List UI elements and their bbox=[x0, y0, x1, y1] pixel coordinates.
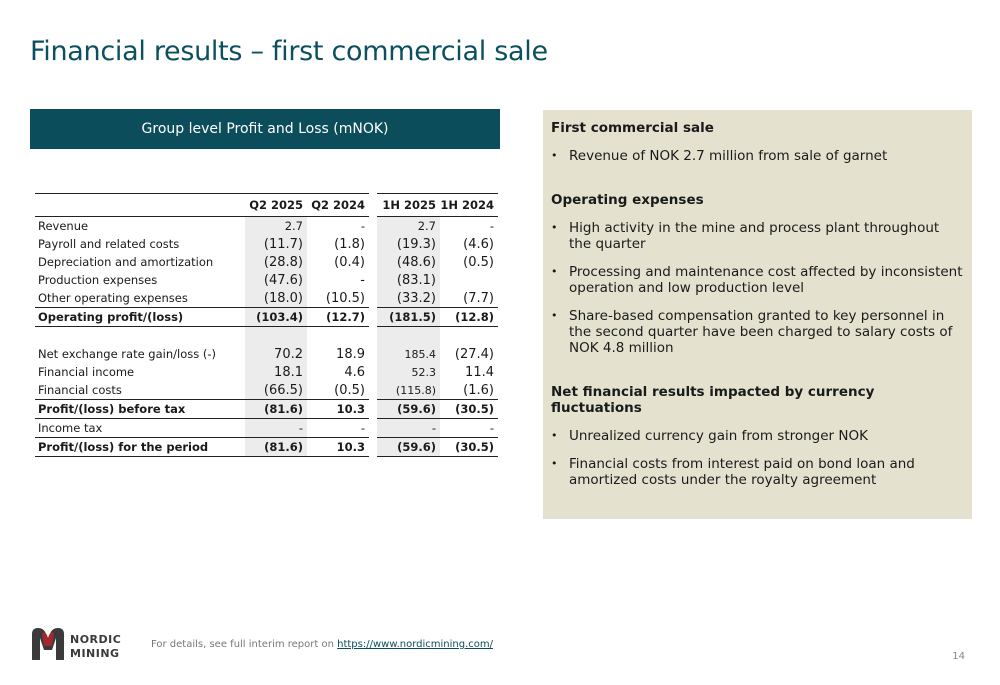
row-label: Financial costs bbox=[35, 381, 245, 400]
cell-1h-2025: 52.3 bbox=[377, 363, 440, 381]
cell-q2-2025: (81.6) bbox=[245, 400, 307, 419]
cell-1h-2024: - bbox=[489, 219, 494, 233]
row-label: Income tax bbox=[35, 419, 245, 438]
cell-1h-2024: (27.4) bbox=[454, 346, 494, 362]
table-row-income-tax bbox=[35, 419, 498, 438]
cell-q2-2024: - bbox=[360, 272, 365, 288]
cell-1h-2025: 2.7 bbox=[377, 217, 440, 236]
row-label: Revenue bbox=[38, 219, 89, 233]
cell-q2-2024: (10.5) bbox=[307, 289, 369, 308]
column-header-1h-2025: 1H 2025 bbox=[377, 194, 440, 217]
cell-q2-2025: 18.1 bbox=[245, 363, 307, 381]
cell-1h-2024: 11.4 bbox=[465, 364, 494, 380]
bullet-icon: • bbox=[551, 265, 558, 278]
table-row-depreciation bbox=[35, 253, 498, 271]
column-header-label bbox=[35, 194, 245, 217]
bullet-icon: • bbox=[551, 309, 558, 322]
svg-text:MINING: MINING bbox=[70, 647, 120, 660]
cell-q2-2025: (81.6) bbox=[245, 438, 307, 457]
cell-q2-2025: (18.0) bbox=[245, 289, 307, 308]
cell-1h-2024: (30.5) bbox=[440, 400, 498, 419]
page-title: Financial results – first commercial sale bbox=[30, 36, 548, 67]
page-number: 14 bbox=[952, 651, 965, 662]
cell-1h-2025: (59.6) bbox=[377, 400, 440, 419]
row-label: Profit/(loss) before tax bbox=[35, 400, 245, 419]
column-header-q2-2025: Q2 2025 bbox=[245, 194, 307, 217]
cell-q2-2024: - bbox=[360, 219, 365, 233]
cell-1h-2024: (1.6) bbox=[440, 381, 498, 400]
cell-q2-2025: (103.4) bbox=[245, 308, 307, 327]
cell-1h-2025: (33.2) bbox=[377, 289, 440, 308]
cell-1h-2025: (181.5) bbox=[377, 308, 440, 327]
commentary-panel bbox=[543, 110, 972, 519]
cell-q2-2024: (0.5) bbox=[307, 381, 369, 400]
section-net-financial-results bbox=[551, 384, 964, 488]
profit-loss-table bbox=[35, 193, 498, 457]
row-label: Depreciation and amortization bbox=[38, 255, 214, 269]
bullet-item: • Financial costs from interest paid on bond loan and amortized costs under the royalty agreement bbox=[551, 456, 915, 488]
row-label: Net exchange rate gain/loss (-) bbox=[38, 347, 217, 361]
cell-q2-2024: (12.7) bbox=[307, 308, 369, 327]
row-label: Financial income bbox=[38, 365, 135, 379]
row-label: Production expenses bbox=[38, 273, 158, 287]
row-label: Payroll and related costs bbox=[38, 237, 180, 251]
column-header-1h-2024: 1H 2024 bbox=[440, 194, 498, 217]
table-row-profit-before-tax bbox=[35, 400, 498, 419]
table-header-banner: Group level Profit and Loss (mNOK) bbox=[30, 109, 500, 149]
cell-1h-2025: (19.3) bbox=[377, 235, 440, 253]
row-label: Operating profit/(loss) bbox=[35, 308, 245, 327]
table-row-financial-income bbox=[35, 363, 498, 381]
cell-1h-2024 bbox=[440, 271, 498, 289]
row-label: Other operating expenses bbox=[35, 289, 245, 308]
section-heading: Operating expenses bbox=[551, 192, 704, 208]
section-first-commercial-sale bbox=[551, 120, 964, 164]
section-heading: First commercial sale bbox=[551, 120, 714, 136]
table-row-other-operating-expenses bbox=[35, 289, 498, 308]
bullet-list bbox=[551, 428, 964, 488]
table-header-row bbox=[35, 194, 498, 217]
cell-q2-2024: - bbox=[307, 419, 369, 438]
cell-1h-2025: (59.6) bbox=[377, 438, 440, 457]
bullet-list bbox=[551, 220, 964, 356]
cell-1h-2024: (4.6) bbox=[463, 236, 494, 252]
cell-1h-2024: (7.7) bbox=[440, 289, 498, 308]
cell-q2-2024: (1.8) bbox=[334, 236, 365, 252]
bullet-item: • Processing and maintenance cost affected by inconsistent operation and low production level bbox=[551, 264, 963, 296]
cell-q2-2024: 18.9 bbox=[336, 346, 365, 362]
bullet-icon: • bbox=[551, 457, 558, 470]
footer-note: For details, see full interim report on https://www.nordicmining.com/ bbox=[151, 639, 494, 650]
table-row-net-exchange-rate bbox=[35, 345, 498, 363]
table-row-production-expenses bbox=[35, 271, 498, 289]
cell-q2-2025: (28.8) bbox=[245, 253, 307, 271]
cell-1h-2025: (115.8) bbox=[377, 381, 440, 400]
bullet-icon: • bbox=[551, 149, 558, 162]
cell-1h-2025: - bbox=[377, 419, 440, 438]
cell-q2-2024: (0.4) bbox=[334, 254, 365, 270]
svg-text:NORDIC: NORDIC bbox=[70, 633, 122, 646]
section-heading: Net financial results impacted by currency fluctuations bbox=[551, 384, 875, 416]
nordic-mining-logo-mark bbox=[30, 626, 122, 662]
table-row-revenue bbox=[35, 217, 498, 236]
cell-q2-2024: 10.3 bbox=[307, 438, 369, 457]
bullet-icon: • bbox=[551, 221, 558, 234]
column-header-q2-2024: Q2 2024 bbox=[307, 194, 369, 217]
bullet-item: • Share-based compensation granted to key personnel in the second quarter have been charged to salary costs of NOK 4.8 million bbox=[551, 308, 953, 356]
cell-q2-2025: (66.5) bbox=[245, 381, 307, 400]
cell-1h-2025: 185.4 bbox=[377, 345, 440, 363]
cell-q2-2024: 10.3 bbox=[307, 400, 369, 419]
report-link[interactable]: https://www.nordicmining.com/ bbox=[337, 639, 494, 650]
bullet-item: • Unrealized currency gain from stronger NOK bbox=[551, 428, 868, 444]
cell-1h-2024: (12.8) bbox=[440, 308, 498, 327]
cell-1h-2024: (30.5) bbox=[440, 438, 498, 457]
table-row-profit-for-period bbox=[35, 438, 498, 457]
bullet-icon: • bbox=[551, 429, 558, 442]
section-operating-expenses bbox=[551, 192, 964, 356]
cell-1h-2024: - bbox=[440, 419, 498, 438]
cell-q2-2025: 70.2 bbox=[245, 345, 307, 363]
table-row-financial-costs bbox=[35, 381, 498, 400]
cell-1h-2024: (0.5) bbox=[463, 254, 494, 270]
table-row-payroll bbox=[35, 235, 498, 253]
cell-q2-2025: - bbox=[245, 419, 307, 438]
cell-q2-2024: 4.6 bbox=[344, 364, 365, 380]
bullet-item: • Revenue of NOK 2.7 million from sale of garnet bbox=[551, 148, 888, 164]
nordic-mining-logo bbox=[30, 626, 122, 662]
row-label: Profit/(loss) for the period bbox=[35, 438, 245, 457]
cell-q2-2025: 2.7 bbox=[245, 217, 307, 236]
bullet-list bbox=[551, 148, 964, 164]
bullet-item: • High activity in the mine and process plant throughout the quarter bbox=[551, 220, 940, 252]
cell-q2-2025: (47.6) bbox=[245, 271, 307, 289]
table-row-operating-profit bbox=[35, 308, 498, 327]
cell-1h-2025: (48.6) bbox=[377, 253, 440, 271]
cell-1h-2025: (83.1) bbox=[377, 271, 440, 289]
cell-q2-2025: (11.7) bbox=[245, 235, 307, 253]
